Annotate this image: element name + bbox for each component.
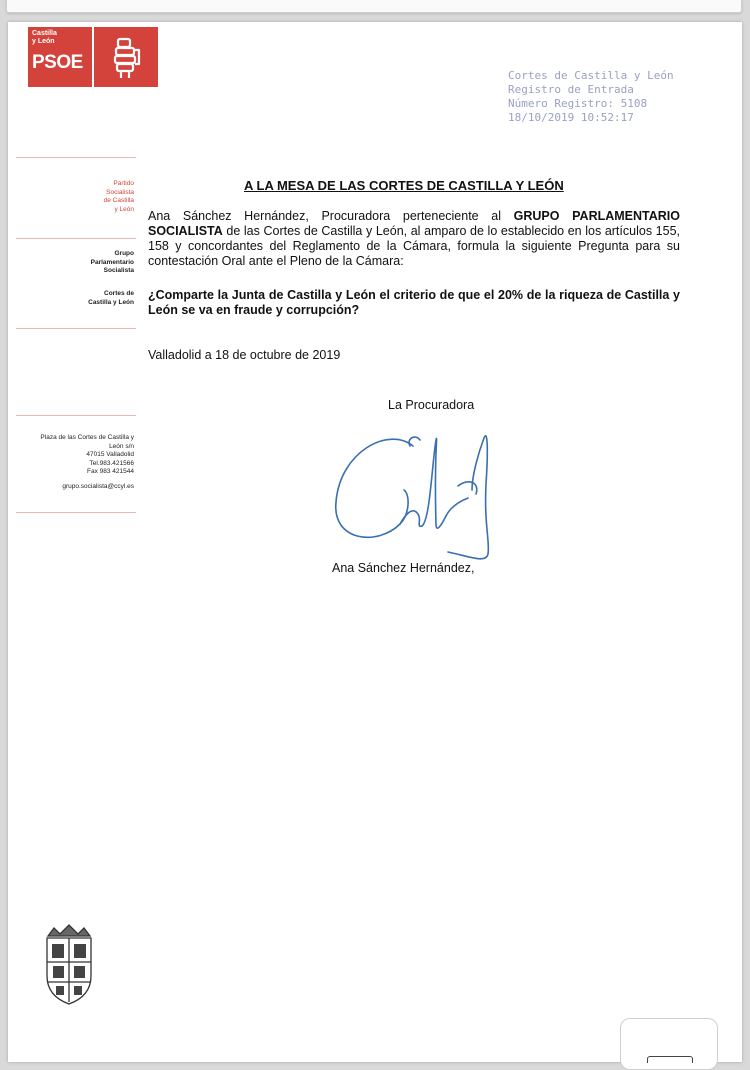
sidebar-divider	[16, 328, 136, 329]
sidebar-line: Tel.983.421566	[89, 459, 134, 467]
coat-of-arms-icon	[42, 922, 96, 1013]
stamp-line: Cortes de Castilla y León	[508, 69, 674, 82]
sidebar-line: Grupo	[114, 250, 134, 257]
sidebar-line: Plaza de las Cortes de Castilla y	[40, 434, 134, 441]
sidebar-line: Fax 983 421544	[87, 468, 134, 475]
psoe-logo	[28, 27, 158, 87]
sidebar-divider	[16, 157, 136, 158]
sidebar-group-block	[91, 250, 134, 276]
sidebar-cortes-block	[88, 290, 134, 307]
sidebar-party-block	[104, 180, 134, 214]
sidebar-divider	[16, 238, 136, 239]
sidebar-line: Castilla y León	[88, 298, 134, 306]
sidebar-line: Cortes de	[104, 290, 134, 297]
sidebar-divider	[16, 415, 136, 416]
signatory-name: Ana Sánchez Hernández,	[332, 561, 475, 575]
stamp-line: Número Registro: 5108	[508, 97, 648, 110]
signature	[318, 424, 508, 569]
logo-region-line2: y León	[32, 38, 55, 45]
stamp-line: Registro de Entrada	[508, 83, 634, 96]
sidebar-email: grupo.socialista@ccyl.es	[62, 482, 134, 490]
intro-paragraph	[148, 209, 680, 269]
page-nav-button[interactable]	[620, 1018, 718, 1070]
sidebar-line: y León	[114, 205, 134, 213]
sidebar-line: Parlamentario	[90, 258, 134, 266]
document-page	[8, 22, 742, 1062]
stamp-line: 18/10/2019 10:52:17	[508, 111, 634, 124]
logo-region-line1: Castilla	[32, 30, 57, 37]
sidebar-divider	[16, 512, 136, 513]
document-heading: A LA MESA DE LAS CORTES DE CASTILLA Y LEÓN	[244, 178, 564, 193]
fist-rose-icon	[94, 27, 158, 87]
signatory-role: La Procuradora	[388, 398, 475, 412]
sidebar-line: 47015 Valladolid	[86, 451, 134, 458]
previous-page-edge	[6, 0, 742, 13]
sidebar-address-block	[40, 434, 134, 491]
sidebar-line: de Castilla	[103, 197, 134, 204]
sidebar-line: Partido	[113, 180, 134, 187]
sidebar-line: Socialista	[103, 267, 134, 274]
logo-text	[28, 27, 92, 87]
intro-group-name: GRUPO PARLAMENTARIO SOCIALISTA	[148, 209, 680, 238]
sidebar-line: León s/n	[109, 442, 134, 450]
intro-text: Ana Sánchez Hernández, Procuradora perteneciente al	[148, 209, 514, 223]
date-line: Valladolid a 18 de octubre de 2019	[148, 348, 341, 362]
sidebar-line: Socialista	[106, 188, 134, 196]
question-paragraph: ¿Comparte la Junta de Castilla y León el criterio de que el 20% de la riqueza de Castilla y León se va en fraude y corrupción?	[148, 288, 680, 317]
logo-party: PSOE	[32, 52, 83, 73]
intro-text: de las Cortes de Castilla y León, al amparo de lo establecido en los artículos 155, 158 y concordantes del Reglamento de la Cámara, formula la siguiente Pregunta para su contestación Oral ante el Pleno de la Cámara:	[148, 224, 680, 268]
registry-stamp	[508, 69, 674, 125]
page-icon	[647, 1056, 693, 1063]
